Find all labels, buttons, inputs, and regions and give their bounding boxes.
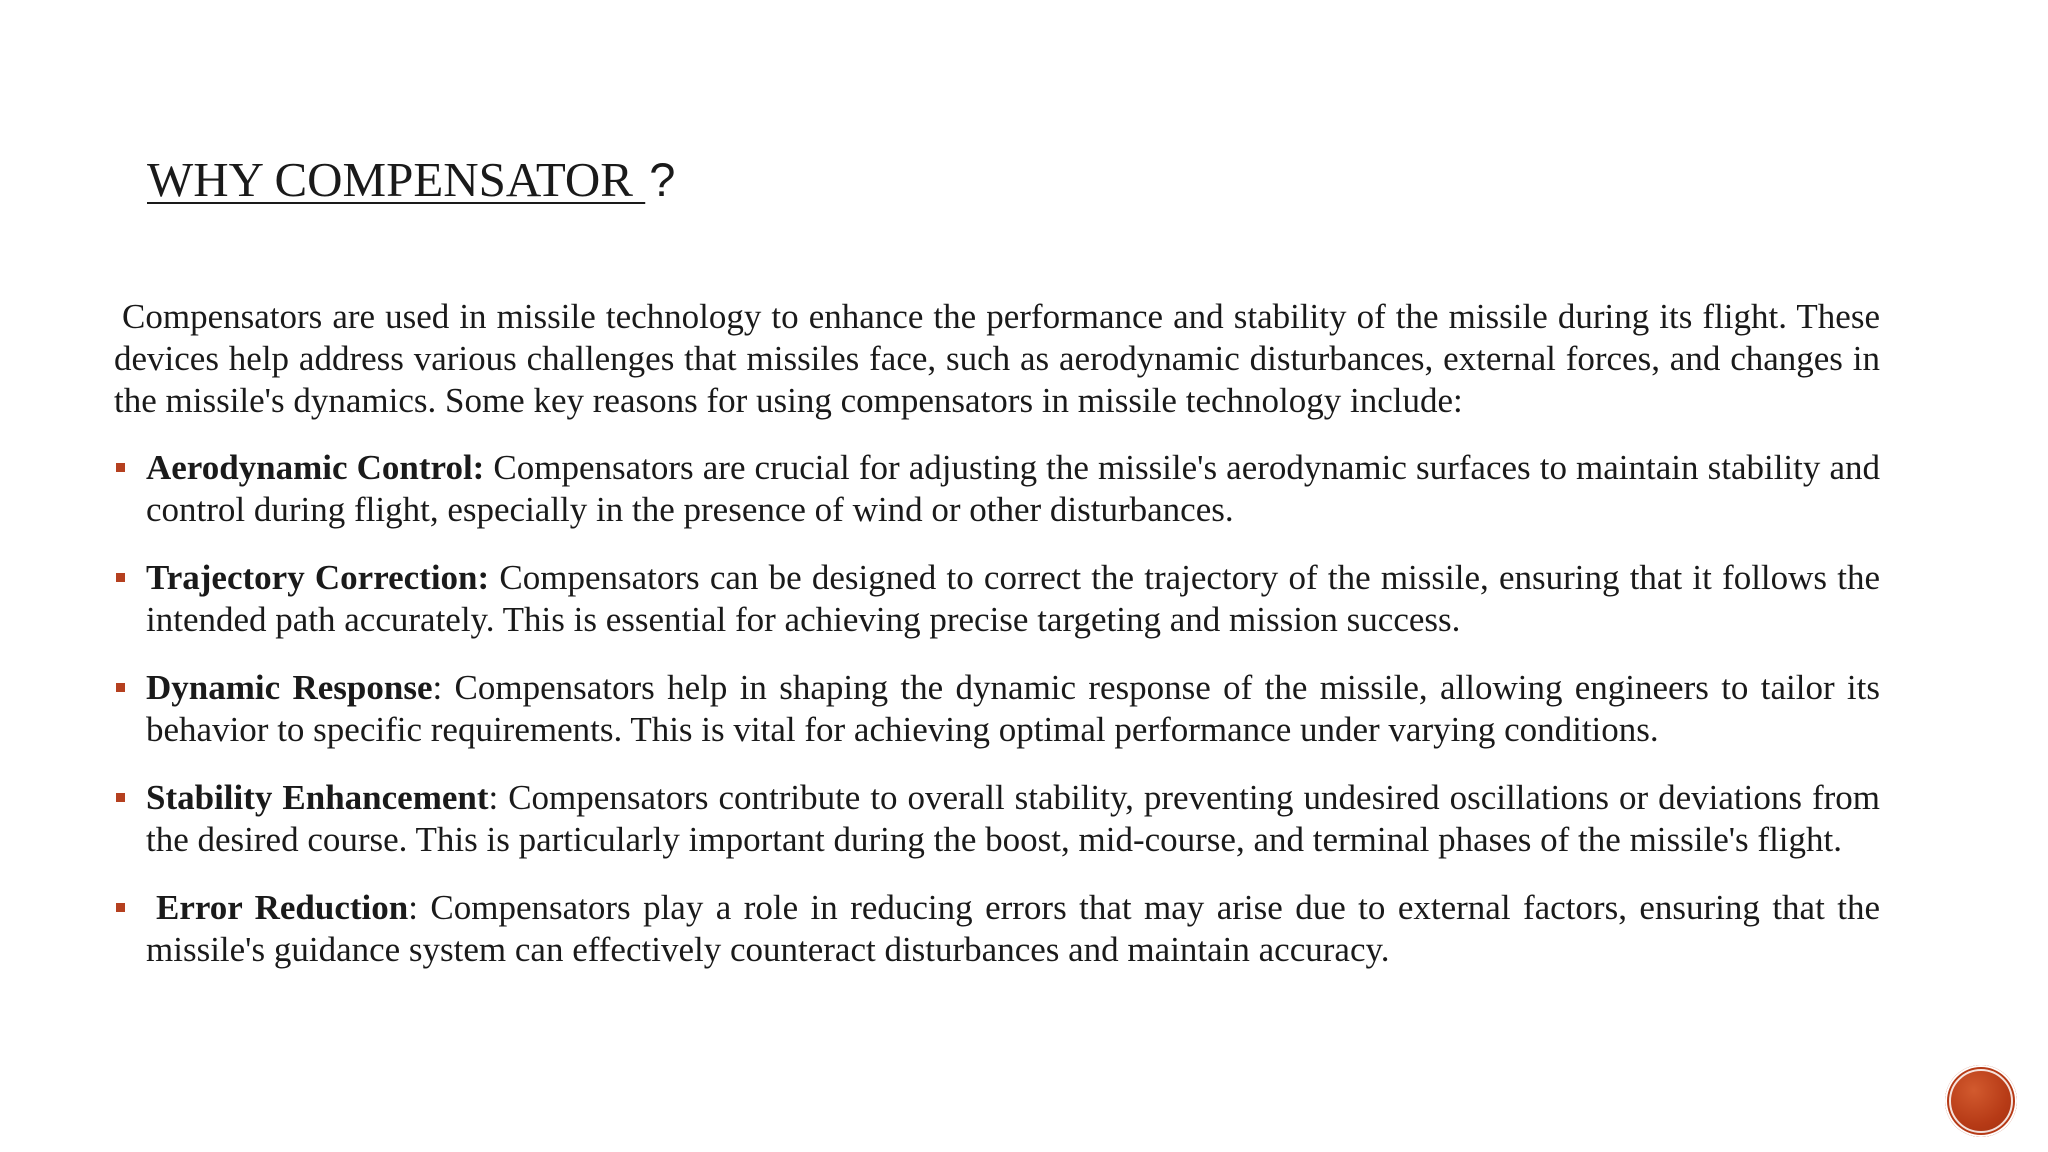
slide-badge-icon [1945, 1065, 2017, 1137]
square-bullet-icon [116, 793, 125, 802]
bullet-text: : Compensators help in shaping the dynamic response of the missile, allowing engineers to tailor its behavior to specific requirements. This is vital for achieving optimal performance under varying conditions. [146, 668, 1880, 749]
square-bullet-icon [116, 463, 125, 472]
slide-title [147, 148, 675, 212]
bullet-aerodynamic-control [114, 447, 1880, 531]
bullet-text: : Compensators contribute to overall stability, preventing undesired oscillations or deviations from the desired course. This is particularly important during the boost, mid-course, and terminal phases of the missile's flight. [146, 778, 1880, 859]
square-bullet-icon [116, 903, 125, 912]
bullet-error-reduction [114, 887, 1880, 971]
badge-ring [1949, 1069, 2013, 1133]
square-bullet-icon [116, 683, 125, 692]
slide-title-question-mark: ? [649, 153, 676, 206]
bullet-dynamic-response [114, 667, 1880, 751]
bullet-text: : Compensators play a role in reducing errors that may arise due to external factors, ensuring that the missile's guidance system can effectively counteract disturbances and maintain accuracy. [146, 888, 1880, 969]
bullet-term: Stability Enhancement [146, 778, 489, 817]
slide-body [114, 296, 1880, 997]
bullet-term: Error Reduction [156, 888, 409, 927]
bullet-text: Compensators can be designed to correct the trajectory of the missile, ensuring that it follows the intended path accurately. This is essential for achieving precise targeting and mission success. [146, 558, 1880, 639]
bullet-term: Trajectory Correction: [146, 558, 490, 597]
intro-paragraph: Compensators are used in missile technology to enhance the performance and stability of the missile during its flight. These devices help address various challenges that missiles face, such as aerodynamic disturbances, external forces, and changes in the missile's dynamics. Some key reasons for using compensators in missile technology include: [114, 297, 1880, 420]
slide-title-text: WHY COMPENSATOR [147, 152, 646, 207]
bullet-text: Compensators are crucial for adjusting the missile's aerodynamic surfaces to maintain stability and control during flight, especially in the presence of wind or other disturbances. [146, 448, 1880, 529]
bullet-stability-enhancement [114, 777, 1880, 861]
bullet-term: Aerodynamic Control: [146, 448, 485, 487]
bullet-trajectory-correction [114, 557, 1880, 641]
square-bullet-icon [116, 573, 125, 582]
bullet-list [114, 447, 1880, 971]
bullet-term: Dynamic Response [146, 668, 433, 707]
